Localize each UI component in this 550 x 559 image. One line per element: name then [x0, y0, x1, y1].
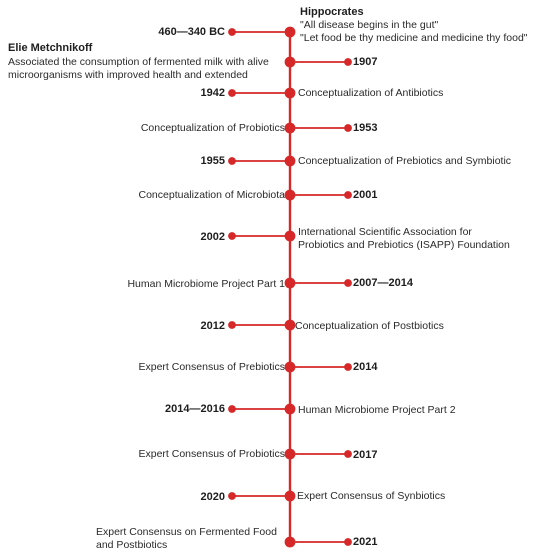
event-label-consensus-synbiotics: Expert Consensus of Synbiotics [297, 490, 446, 502]
event-label-microbiota: Conceptualization of Microbiota [138, 189, 285, 201]
dot-1942 [229, 90, 235, 96]
node-1955 [286, 157, 295, 166]
node-2020 [286, 492, 295, 501]
year-1953: 1953 [353, 122, 378, 134]
event-label-consensus-probiotics: Expert Consensus of Probiotics [138, 448, 285, 460]
event-label-fermented-2: and Postbiotics [96, 539, 168, 551]
dot-1907 [345, 59, 351, 65]
event-label-postbiotics: Conceptualization of Postbiotics [295, 320, 444, 332]
dot-2014-2016 [229, 406, 235, 412]
dot-2014 [345, 364, 351, 370]
year-1955: 1955 [200, 155, 225, 167]
node-2017 [286, 450, 295, 459]
dot-2002 [229, 233, 235, 239]
year-2014: 2014 [353, 361, 378, 373]
year-1942: 1942 [200, 87, 225, 99]
year-2007-2014: 2007—2014 [353, 277, 413, 289]
year-2012: 2012 [200, 320, 225, 332]
event-label-probiotics: Conceptualization of Probiotics [140, 122, 285, 134]
metchnikoff-desc-1: Associated the consumption of fermented milk with alive [8, 56, 269, 68]
year-2014-2016: 2014—2016 [165, 403, 225, 415]
year-2017: 2017 [353, 449, 378, 461]
event-label-antibiotics: Conceptualization of Antibiotics [298, 87, 444, 99]
event-label-hmp-2: Human Microbiome Project Part 2 [298, 404, 456, 416]
dot-2021 [345, 539, 351, 545]
metchnikoff-desc-2: microorganisms with improved health and extended [8, 69, 248, 81]
year-2001: 2001 [353, 189, 378, 201]
node-1942 [286, 89, 295, 98]
node-2001 [286, 191, 295, 200]
node-1953 [286, 124, 295, 133]
dot-2017 [345, 451, 351, 457]
dot-hippocrates [229, 29, 235, 35]
node-2014 [286, 363, 295, 372]
hippocrates-date: 460—340 BC [158, 26, 225, 38]
event-label-fermented-1: Expert Consensus on Fermented Food [96, 526, 277, 538]
hippocrates-quote-1: "All disease begins in the gut" [300, 19, 439, 31]
dot-1953 [345, 125, 351, 131]
node-1907 [286, 58, 295, 67]
hippocrates-quote-2: "Let food be thy medicine and medicine thy food" [300, 32, 528, 44]
year-2020: 2020 [200, 491, 225, 503]
dot-2001 [345, 192, 351, 198]
node-2002 [286, 232, 295, 241]
metchnikoff-name: Elie Metchnikoff [8, 42, 93, 54]
year-2002: 2002 [200, 231, 225, 243]
dot-2020 [229, 493, 235, 499]
dot-1955 [229, 158, 235, 164]
dot-2012 [229, 322, 235, 328]
event-label-isapp-2: Probiotics and Prebiotics (ISAPP) Foundation [298, 239, 510, 251]
hippocrates-name: Hippocrates [300, 6, 364, 18]
year-1907: 1907 [353, 56, 378, 68]
node-2012 [286, 321, 295, 330]
event-label-prebiotics-symbiotic: Conceptualization of Prebiotics and Symbiotic [298, 155, 512, 167]
event-label-hmp-1: Human Microbiome Project Part 1 [127, 278, 285, 290]
node-2021 [286, 538, 295, 547]
event-label-isapp-1: International Scientific Association for [298, 226, 472, 238]
node-2007 [286, 279, 295, 288]
dot-2007 [345, 280, 351, 286]
year-2021: 2021 [353, 536, 378, 548]
node-2014-2016 [286, 405, 295, 414]
event-label-consensus-prebiotics: Expert Consensus of Prebiotics [138, 361, 285, 373]
node-hippocrates [286, 28, 295, 37]
